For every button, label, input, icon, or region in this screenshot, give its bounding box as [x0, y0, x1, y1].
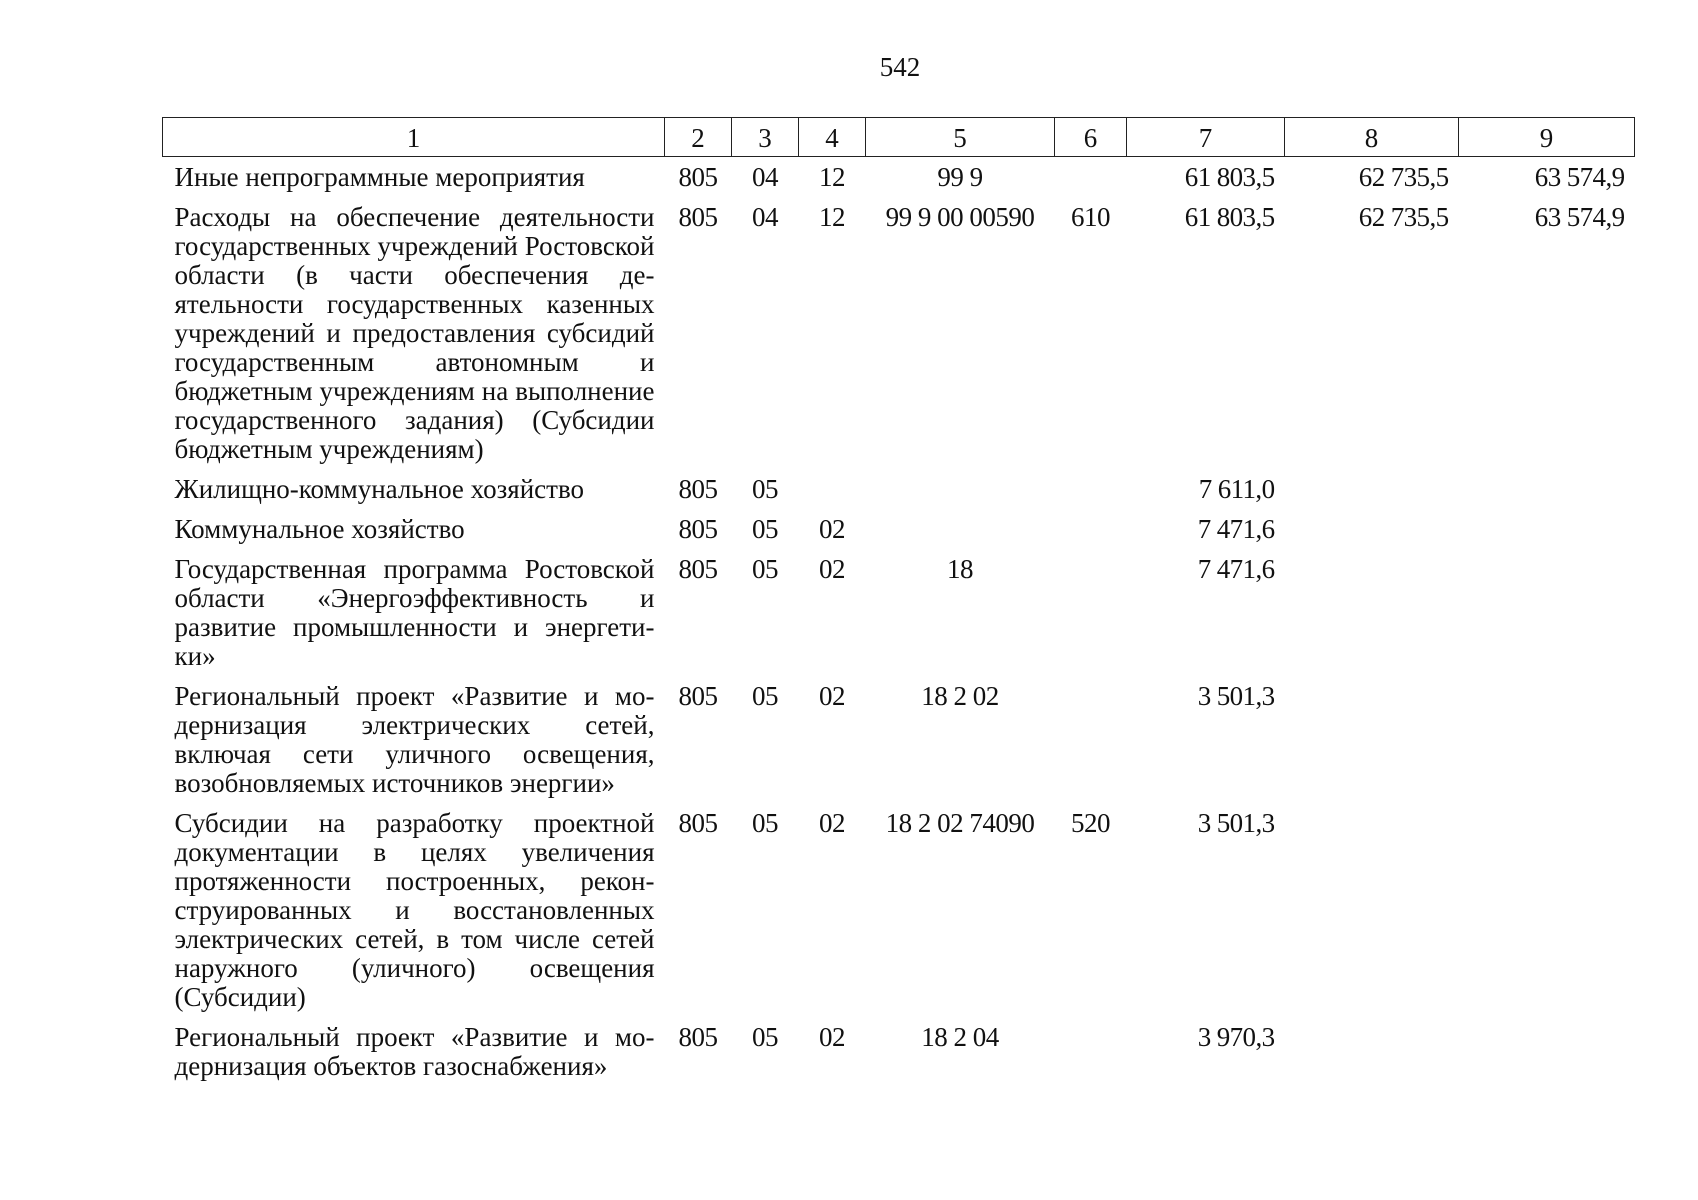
header-col-1: 1	[163, 118, 665, 157]
header-col-8: 8	[1285, 118, 1459, 157]
cell-col-5: 18 2 02	[921, 681, 999, 711]
table-header	[163, 118, 1635, 157]
cell-col-7: 7 611,0	[1198, 474, 1275, 504]
cell-col-6: 610	[1071, 202, 1110, 232]
cell-col-6	[1055, 549, 1127, 676]
cell-col-5: 99 9 00 00590	[885, 202, 1035, 232]
cell-col-3: 04	[752, 162, 778, 192]
row-name-cell	[163, 549, 665, 676]
cell-col-2: 805	[678, 162, 718, 192]
cell-col-9	[1459, 676, 1635, 803]
table-body	[163, 157, 1635, 1087]
row-name: Региональный проект «Развитие и модернизация объектов газоснабжения»	[174, 1022, 655, 1081]
cell-col-2: 805	[678, 514, 718, 544]
cell-col-2: 805	[678, 474, 718, 504]
row-name-cell	[163, 197, 665, 469]
table-row	[163, 803, 1635, 1017]
budget-table	[162, 117, 1635, 1086]
header-col-3: 3	[732, 118, 799, 157]
table-row	[163, 157, 1635, 198]
row-name: Государственная программа Ростовской области «Энергоэффективность и развитие промышленности и энергетики»	[174, 554, 655, 671]
cell-col-9	[1459, 803, 1635, 1017]
cell-col-5: 18	[947, 554, 973, 584]
cell-col-3: 04	[752, 202, 778, 232]
cell-col-6	[1055, 1017, 1127, 1086]
cell-col-8	[1285, 803, 1459, 1017]
row-name-cell	[163, 1017, 665, 1086]
cell-col-5: 18 2 04	[921, 1022, 999, 1052]
cell-col-2: 805	[678, 1022, 718, 1052]
table-row	[163, 676, 1635, 803]
cell-col-6	[1055, 469, 1127, 509]
header-col-2: 2	[665, 118, 732, 157]
table-row	[163, 549, 1635, 676]
row-name: Субсидии на разработку проектной документации в целях увеличения протяженности построенных, реконструированных и восстановленных электрических сетей, в том числе сетей наружного (уличного) освещения (Субсидии)	[174, 808, 655, 1012]
table-row	[163, 469, 1635, 509]
cell-col-5: 18 2 02 74090	[885, 808, 1035, 838]
row-name-cell	[163, 676, 665, 803]
cell-col-5: 99 9	[937, 162, 983, 192]
cell-col-7: 3 501,3	[1197, 681, 1275, 711]
cell-col-7: 61 803,5	[1184, 202, 1275, 232]
cell-col-5	[866, 469, 1055, 509]
cell-col-2: 805	[678, 681, 718, 711]
row-name: Расходы на обеспечение деятельности государственных учреждений Ростовской области (в части обеспечения деятельности государственных казенных учреждений и предоставления субсидий государственным автономным и бюджетным учреждениям на выполнение государственного задания) (Субсидии бюджетным учреждениям)	[174, 202, 655, 464]
cell-col-4: 02	[819, 1022, 845, 1052]
cell-col-8	[1285, 509, 1459, 549]
cell-col-8	[1285, 1017, 1459, 1086]
table-row	[163, 509, 1635, 549]
cell-col-9	[1459, 1017, 1635, 1086]
header-row	[163, 118, 1635, 157]
cell-col-4: 12	[819, 202, 845, 232]
cell-col-3: 05	[752, 514, 778, 544]
cell-col-6: 520	[1071, 808, 1110, 838]
cell-col-8: 62 735,5	[1358, 162, 1449, 192]
row-name: Региональный проект «Развитие и модернизация электрических сетей, включая сети уличного освещения, возобновляемых источников энергии»	[174, 681, 655, 798]
cell-col-3: 05	[752, 474, 778, 504]
cell-col-8	[1285, 676, 1459, 803]
cell-col-4: 02	[819, 514, 845, 544]
page-number: 542	[879, 52, 921, 82]
cell-col-3: 05	[752, 808, 778, 838]
row-name-cell	[163, 157, 665, 198]
cell-col-3: 05	[752, 681, 778, 711]
cell-col-6	[1055, 157, 1127, 198]
cell-col-7: 3 970,3	[1197, 1022, 1275, 1052]
cell-col-8	[1285, 549, 1459, 676]
cell-col-6	[1055, 509, 1127, 549]
table-row	[163, 1017, 1635, 1086]
header-col-4: 4	[799, 118, 866, 157]
cell-col-9	[1459, 509, 1635, 549]
row-name: Иные непрограммные мероприятия	[174, 162, 585, 192]
header-col-9: 9	[1459, 118, 1635, 157]
cell-col-4: 02	[819, 681, 845, 711]
header-col-7: 7	[1127, 118, 1285, 157]
cell-col-7: 7 471,6	[1197, 554, 1275, 584]
cell-col-3: 05	[752, 554, 778, 584]
row-name-cell	[163, 469, 665, 509]
cell-col-8	[1285, 469, 1459, 509]
header-col-6: 6	[1055, 118, 1127, 157]
cell-col-7: 3 501,3	[1197, 808, 1275, 838]
cell-col-9	[1459, 469, 1635, 509]
cell-col-7: 7 471,6	[1197, 514, 1275, 544]
cell-col-4: 12	[819, 162, 845, 192]
cell-col-7: 61 803,5	[1184, 162, 1275, 192]
cell-col-3: 05	[752, 1022, 778, 1052]
cell-col-9: 63 574,9	[1534, 162, 1625, 192]
cell-col-8: 62 735,5	[1358, 202, 1449, 232]
cell-col-4: 02	[819, 808, 845, 838]
cell-col-9: 63 574,9	[1534, 202, 1625, 232]
row-name-cell	[163, 803, 665, 1017]
cell-col-2: 805	[678, 808, 718, 838]
cell-col-2: 805	[678, 554, 718, 584]
row-name: Коммунальное хозяйство	[174, 514, 465, 544]
cell-col-4: 02	[819, 554, 845, 584]
cell-col-6	[1055, 676, 1127, 803]
table-row	[163, 197, 1635, 469]
header-col-5: 5	[866, 118, 1055, 157]
cell-col-4	[799, 469, 866, 509]
cell-col-9	[1459, 549, 1635, 676]
cell-col-2: 805	[678, 202, 718, 232]
cell-col-5	[866, 509, 1055, 549]
row-name: Жилищно-коммунальное хозяйство	[174, 474, 585, 504]
row-name-cell	[163, 509, 665, 549]
